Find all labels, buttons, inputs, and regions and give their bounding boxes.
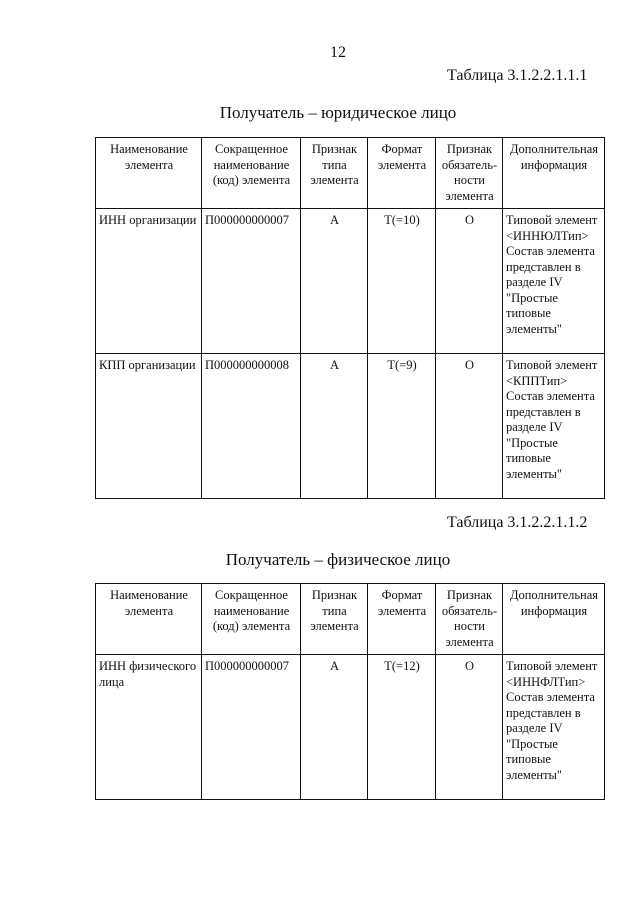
header-row	[96, 138, 605, 209]
table-row	[96, 209, 605, 354]
cell-format: Т(=10)	[368, 209, 436, 354]
cell-info: Типовой элемент <ИННФЛТип> Состав элемента представлен в разделе IV "Простые типовые элементы"	[503, 655, 605, 800]
cell-name: ИНН организации	[96, 209, 202, 354]
cell-info: Типовой элемент <ИННЮЛТип> Состав элемента представлен в разделе IV "Простые типовые элементы"	[503, 209, 605, 354]
cell-info: Типовой элемент <КППТип> Состав элемента представлен в разделе IV "Простые типовые элементы"	[503, 354, 605, 499]
col-header-info: Дополнительная информация	[503, 138, 605, 209]
cell-code: П000000000007	[202, 655, 301, 800]
col-header-name: Наименование элемента	[96, 584, 202, 655]
table-row	[96, 655, 605, 800]
col-header-format: Формат элемента	[368, 584, 436, 655]
col-header-required: Признак обязатель-ности элемента	[436, 584, 503, 655]
cell-format: Т(=12)	[368, 655, 436, 800]
table-heading-2: Получатель – физическое лицо	[225, 550, 451, 569]
cell-type: А	[301, 354, 368, 499]
cell-required: О	[436, 354, 503, 499]
col-header-code: Сокращенное наименование (код) элемента	[202, 138, 301, 209]
cell-required: О	[436, 209, 503, 354]
recipient-individual-table	[95, 583, 605, 800]
col-header-name: Наименование элемента	[96, 138, 202, 209]
col-header-type: Признак типа элемента	[301, 138, 368, 209]
table-caption-1: Таблица 3.1.2.2.1.1.1	[447, 67, 588, 84]
cell-format: Т(=9)	[368, 354, 436, 499]
table-heading-1: Получатель – юридическое лицо	[219, 103, 457, 122]
col-header-code: Сокращенное наименование (код) элемента	[202, 584, 301, 655]
cell-required: О	[436, 655, 503, 800]
col-header-format: Формат элемента	[368, 138, 436, 209]
col-header-required: Признак обязатель-ности элемента	[436, 138, 503, 209]
cell-type: А	[301, 209, 368, 354]
table-row	[96, 354, 605, 499]
page-number: 12	[330, 44, 346, 61]
cell-type: А	[301, 655, 368, 800]
table-caption-2: Таблица 3.1.2.2.1.1.2	[447, 514, 588, 531]
col-header-info: Дополнительная информация	[503, 584, 605, 655]
cell-code: П000000000008	[202, 354, 301, 499]
recipient-legal-entity-table	[95, 137, 605, 499]
cell-name: ИНН физического лица	[96, 655, 202, 800]
col-header-type: Признак типа элемента	[301, 584, 368, 655]
cell-name: КПП организации	[96, 354, 202, 499]
cell-code: П000000000007	[202, 209, 301, 354]
header-row	[96, 584, 605, 655]
